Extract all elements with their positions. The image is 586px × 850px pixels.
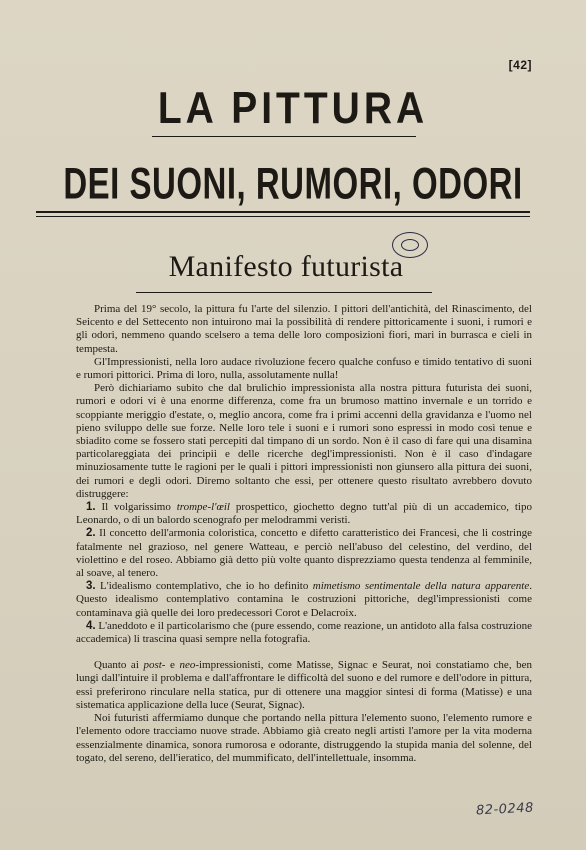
title-line-1: LA PITTURA <box>157 84 429 134</box>
title-line-2: DEI SUONI, RUMORI, ODORI <box>63 158 523 208</box>
subtitle-underline <box>136 292 432 293</box>
body-paragraph <box>76 659 532 712</box>
text-segment: . Questo idealismo contemplativo contamina le costruzioni pittoriche, degl'impressionisti come contaminava già quelle dei loro predecessori Corot e Delacroix. <box>76 580 532 619</box>
text-segment: impressionisti, come Matisse, Signac e Seurat, noi constatiamo che, ben lungi dall'intuire il problema e dall'affrontare le difficoltà del suono e del rumore e dell'odore in pittura, essi preferirono rinculare nella statica, pur di ottenere una maggior sintesi di forma (Matisse) e una sistematica applicazione della luce (Seurat, Signac). <box>76 659 533 711</box>
text-segment: L'aneddoto e il particolarismo che (pure essendo, come reazione, un antidoto alla falsa costruzione accademica) li trascina quasi sempre nella fotografia. <box>76 619 532 646</box>
handwritten-catalog-number: 82-0248 <box>475 800 535 819</box>
list-item-number: 2. <box>86 527 96 540</box>
text-segment: L'idealismo contemplativo, che io ho definito <box>95 580 313 593</box>
list-item-number: 1. <box>86 501 96 514</box>
text-segment: prospettico, giochetto degno tutt'al più di un accademico, tipo Leonardo, o di un balordo scenografo per melodrammi veristi. <box>76 501 532 527</box>
list-item <box>76 501 532 527</box>
text-segment: e <box>165 659 180 672</box>
italic-text: trompe-l'œil <box>176 501 230 514</box>
text-segment: Però dichiariamo subito che dal brulichio impressionista alla nostra pittura futurista dei suoni, rumori e odori vi è una enorme differenza, come fra un brumoso mattino invernale e un torrido e scoppiante meriggio d'estate, o, meglio ancora, come fra i primi accenni della gravidanza e l'uomo nel pieno sviluppo delle sue forze. Nelle loro tele i suoni e i rumori sono espressi in modo così tenue e sbiadito come se fossero stati percepiti dal timpano di un sordo. Non è il caso di fare qui una disamina particolareggiata dei principii e delle ricerche degl'impressionisti. Non è il caso d'indagare minuziosamente tutte le ragioni per le quali i pittori impressionisti non giunsero alla pittura dei suoni, dei rumori e degli odori. Diremo soltanto che essi, per ottenere questo risultato avrebbero dovuto distruggere: <box>76 382 532 500</box>
title-double-rule <box>36 211 530 217</box>
body-paragraph <box>76 356 532 382</box>
list-item <box>76 620 532 646</box>
italic-text: post- <box>143 659 166 672</box>
list-item-number: 4. <box>86 619 96 632</box>
text-segment: Il concetto dell'armonia coloristica, concetto e difetto caratteristico dei Francesi, che li costringe fatalmente nel grazioso, nel genere Watteau, e perciò nell'abuso del celestino, del verdino, del violettino e del roseo. Abbiamo già detto più volte quanto disprezziamo questa tendenza al femminile, al soave, al tenero. <box>76 527 532 580</box>
italic-text: neo- <box>179 659 199 672</box>
manifesto-body <box>76 303 532 765</box>
text-segment: Quanto ai <box>94 659 144 672</box>
body-paragraph <box>76 712 532 765</box>
text-segment: Prima del 19° secolo, la pittura fu l'arte del silenzio. I pittori dell'antichità, del Rinascimento, del Seicento e del Settecento non intuirono mai la possibilità di rendere pittoricamente i suoni, i rumori e gli odori, nemmeno quando scelsero a tema delle loro composizioni fiori, mari in burrasca e cieli in tempesta. <box>76 303 532 355</box>
body-paragraph <box>76 382 532 501</box>
subtitle: Manifesto futurista <box>168 250 404 283</box>
list-item-number: 3. <box>86 580 96 593</box>
text-segment: Noi futuristi affermiamo dunque che portando nella pittura l'elemento suono, l'elemento rumore e l'elemento odore tracciamo nuove strade. Abbiamo già creato negli artisti l'amore per la vita moderna essenzialmente dinamica, sonora rumorosa e odorante, distruggendo la stupida mania del solenne, del togato, del sereno, dell'ieratico, del mummificato, dell'intellettuale, insomma. <box>76 712 532 764</box>
list-item <box>76 527 532 580</box>
page-number: [42] <box>508 58 532 72</box>
list-item <box>76 580 532 620</box>
text-segment: Gl'Impressionisti, nella loro audace rivoluzione fecero qualche confuso e timido tentativo di suoni e rumori pittorici. Prima di loro, nulla, assolutamente nulla! <box>76 355 532 382</box>
italic-text: mimetismo sentimentale della natura apparente <box>312 580 530 593</box>
title-divider <box>152 136 416 137</box>
text-segment: Il volgarissimo <box>95 501 177 514</box>
body-paragraph <box>76 303 532 356</box>
